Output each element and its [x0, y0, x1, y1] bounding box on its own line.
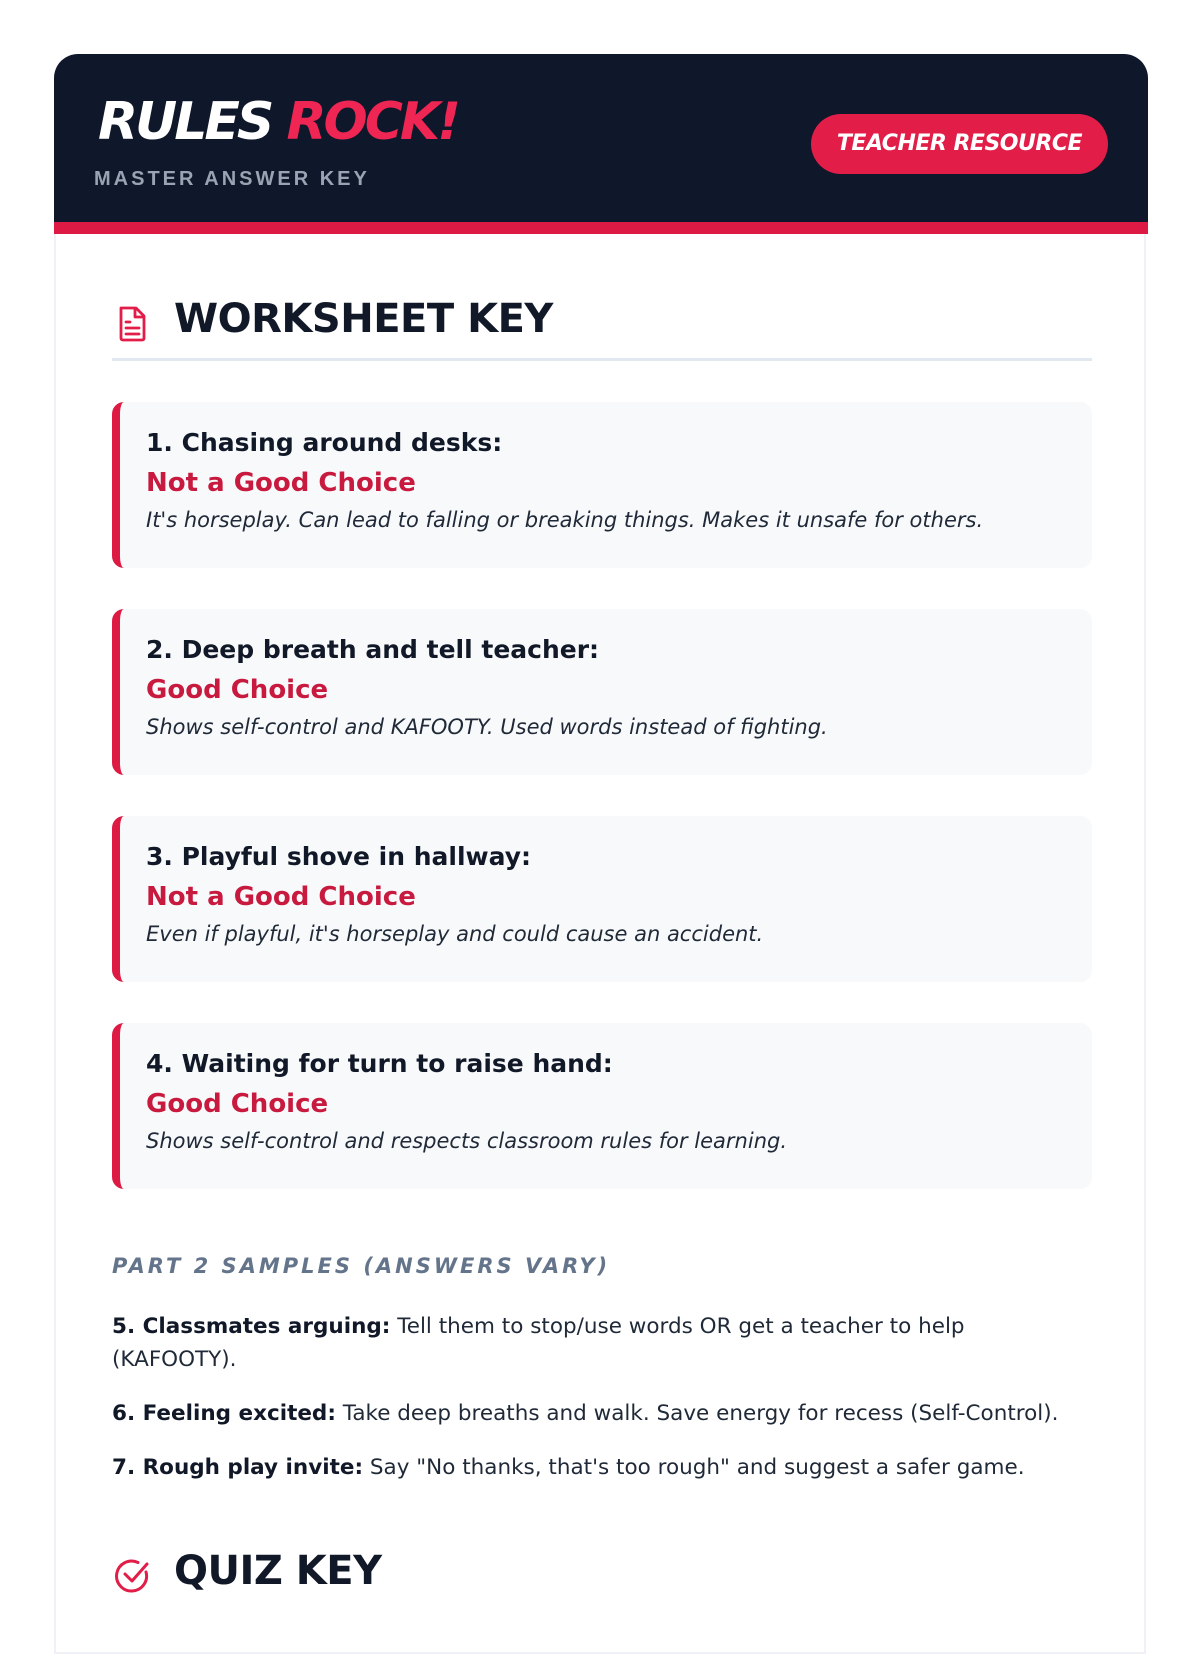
- answer-card: [112, 609, 1092, 775]
- answer-card: [112, 1023, 1092, 1189]
- brand-title-part2: ROCK!: [286, 92, 458, 152]
- sample-text: Tell them to stop/use words OR get a teacher to help (KAFOOTY).: [112, 1314, 965, 1372]
- sample-text: Take deep breaths and walk. Save energy for recess (Self-Control).: [342, 1401, 1059, 1426]
- sample-label: 6. Feeling excited:: [112, 1401, 336, 1426]
- section-divider: [112, 358, 1092, 361]
- brand-title-part1: RULES: [98, 92, 272, 152]
- quiz-title: QUIZ KEY: [174, 1548, 382, 1594]
- answer-question: 3. Playful shove in hallway:: [146, 842, 532, 871]
- answer-verdict: Good Choice: [146, 1089, 329, 1119]
- sample-label: 5. Classmates arguing:: [112, 1314, 391, 1339]
- answer-question: 4. Waiting for turn to raise hand:: [146, 1049, 613, 1078]
- worksheet-section-header: [112, 294, 1092, 354]
- answer-explanation: Even if playful, it's horseplay and could cause an accident.: [146, 922, 764, 946]
- sample-text: Say "No thanks, that's too rough" and suggest a safer game.: [369, 1455, 1025, 1480]
- answer-key-page: [54, 54, 1146, 1654]
- sample-label: 7. Rough play invite:: [112, 1455, 364, 1480]
- worksheet-title: WORKSHEET KEY: [174, 296, 553, 342]
- check-circle-icon: [112, 1556, 152, 1596]
- part2-heading: PART 2 SAMPLES (ANSWERS VARY): [112, 1254, 611, 1278]
- answer-question: 2. Deep breath and tell teacher:: [146, 635, 600, 664]
- sample-answer: [112, 1397, 1092, 1430]
- document-icon: [112, 304, 152, 344]
- sample-answer: [112, 1310, 1092, 1376]
- teacher-resource-badge: TEACHER RESOURCE: [811, 114, 1108, 174]
- answer-card: [112, 816, 1092, 982]
- answer-verdict: Good Choice: [146, 675, 329, 705]
- answer-explanation: It's horseplay. Can lead to falling or breaking things. Makes it unsafe for others.: [146, 508, 984, 532]
- quiz-section-header: [112, 1546, 1092, 1606]
- answer-card: [112, 402, 1092, 568]
- sample-answer: [112, 1451, 1092, 1484]
- page-header: [54, 54, 1148, 234]
- answer-verdict: Not a Good Choice: [146, 468, 416, 498]
- answer-explanation: Shows self-control and respects classroom rules for learning.: [146, 1129, 788, 1153]
- answer-explanation: Shows self-control and KAFOOTY. Used words instead of fighting.: [146, 715, 828, 739]
- answer-question: 1. Chasing around desks:: [146, 428, 503, 457]
- brand-title: [98, 92, 458, 152]
- header-subtitle: MASTER ANSWER KEY: [94, 168, 370, 190]
- answer-verdict: Not a Good Choice: [146, 882, 416, 912]
